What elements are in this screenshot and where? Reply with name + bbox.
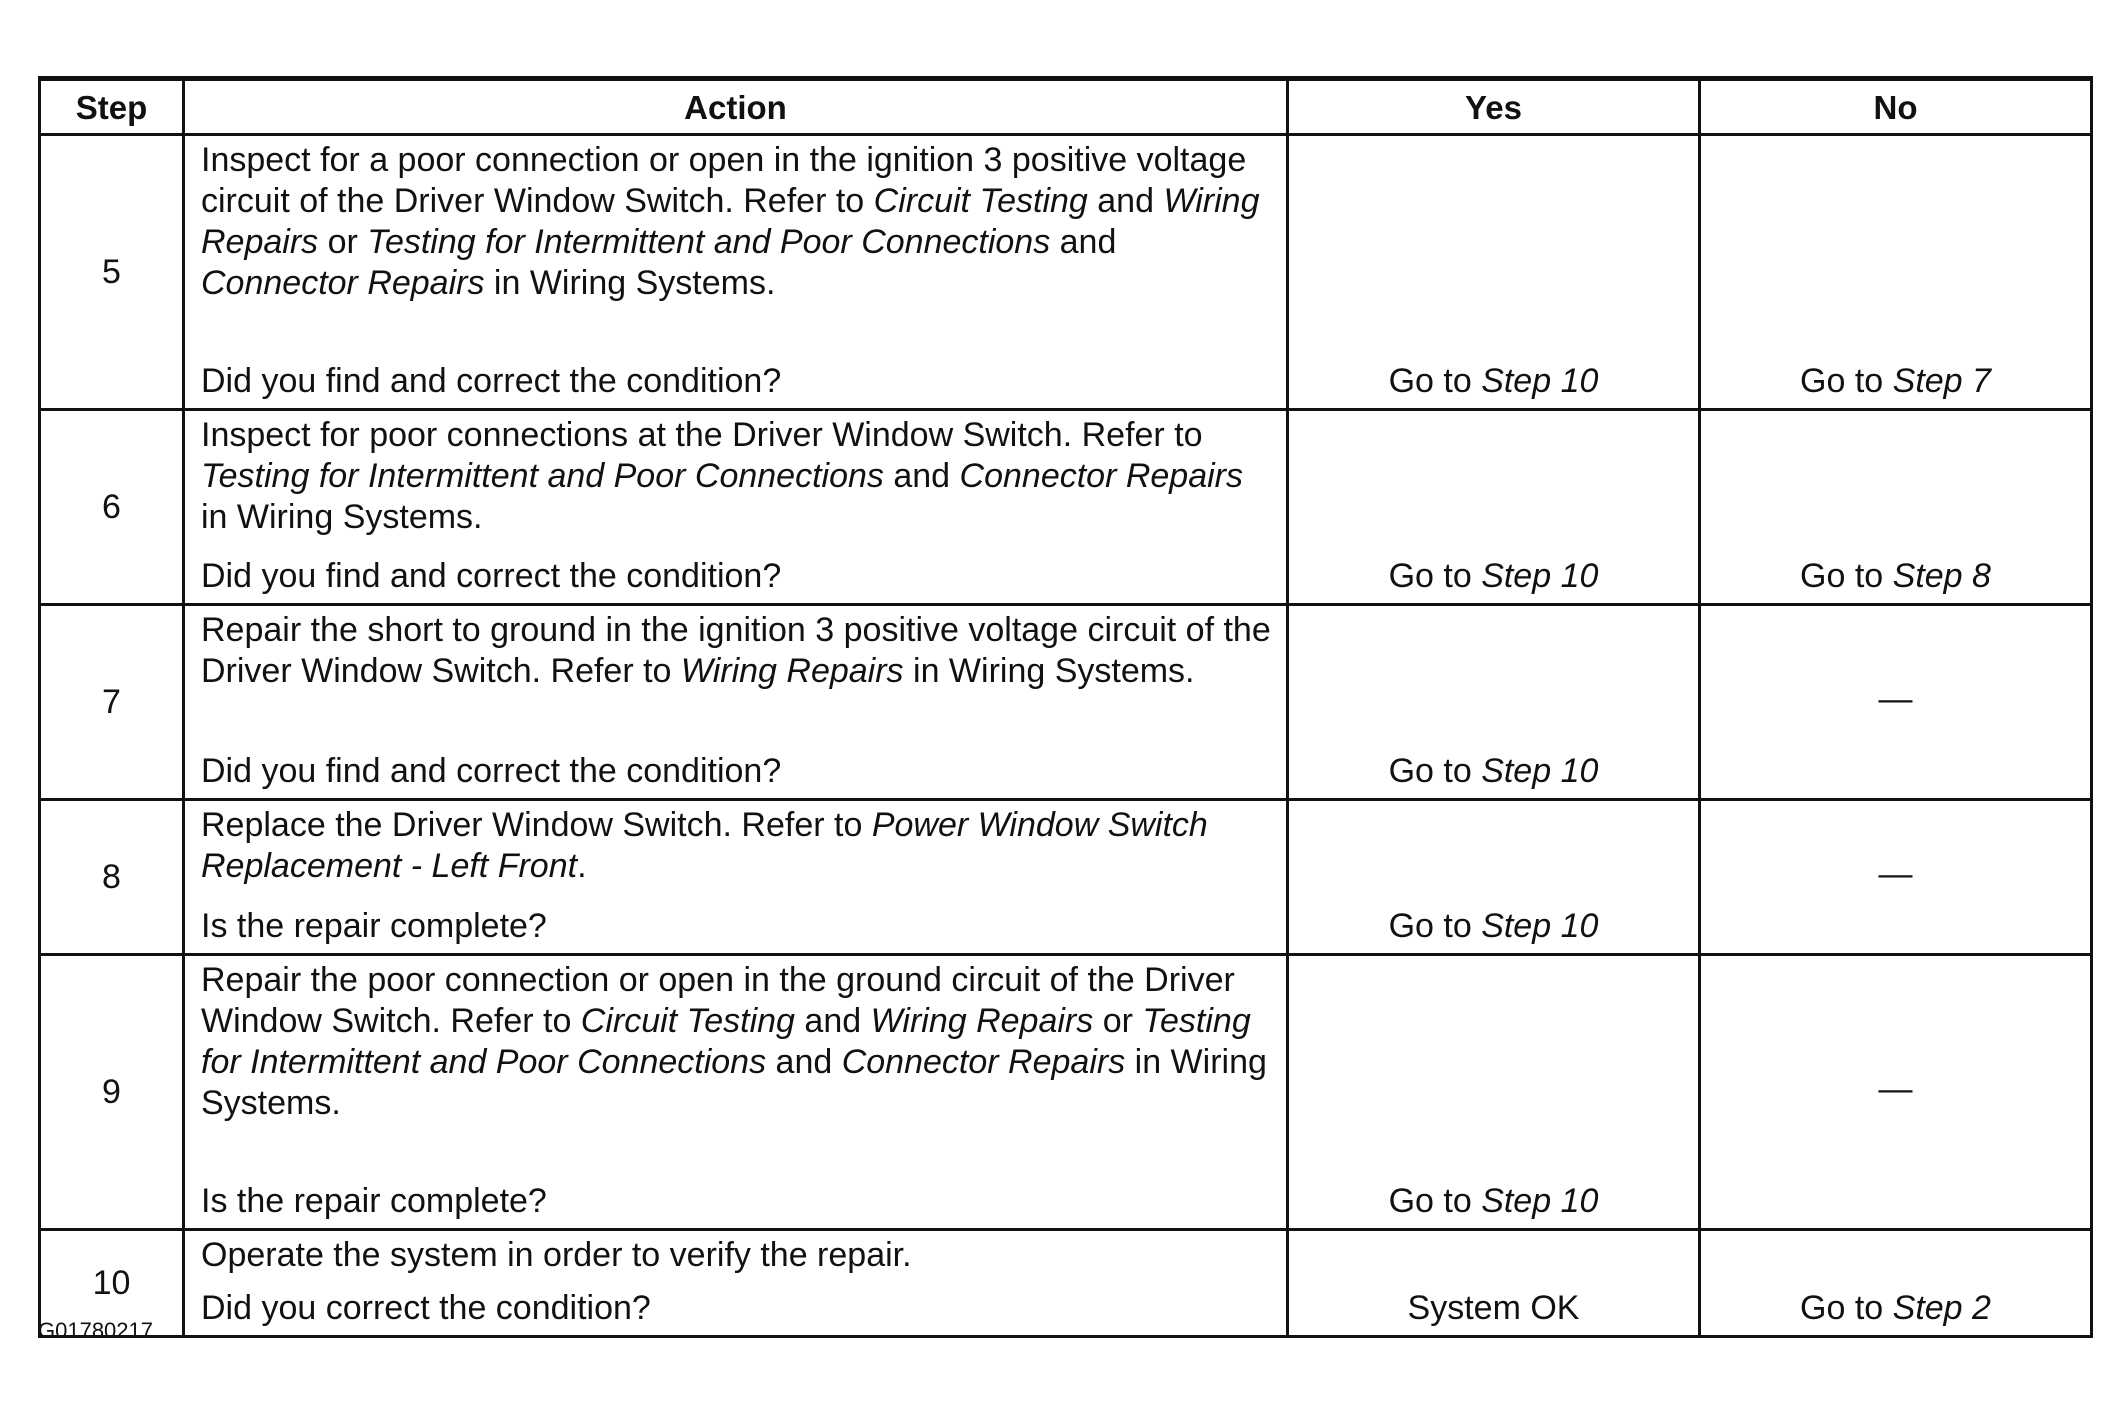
reference-link-text: Wiring Repairs (201, 182, 1260, 261)
table-row (40, 135, 2092, 410)
diagnostic-table (38, 76, 2093, 1338)
action-text-segment: and (1050, 223, 1117, 261)
no-cell (1700, 135, 2092, 410)
action-question: Did you correct the condition? (201, 1289, 651, 1327)
reference-link-text: Wiring Repairs (870, 1002, 1094, 1040)
step-number: 5 (40, 135, 184, 410)
header-yes: Yes (1288, 79, 1700, 135)
yes-cell (1288, 605, 1700, 800)
action-question: Is the repair complete? (201, 1182, 547, 1220)
action-text-segment: in Wiring Systems. (484, 264, 776, 302)
no-step-ref: Step 8 (1892, 557, 1991, 595)
yes-cell: System OK (1288, 1230, 1700, 1337)
action-text-segment: Operate the system in order to verify the repair. (201, 1236, 912, 1274)
action-text (201, 415, 1276, 538)
action-text-segment: in Wiring Systems. (903, 652, 1195, 690)
no-cell: — (1700, 955, 2092, 1230)
action-cell (184, 800, 1288, 955)
no-step-ref: Step 2 (1892, 1289, 1991, 1327)
no-cell: — (1700, 800, 2092, 955)
action-text-segment: and (883, 457, 960, 495)
no-cell: — (1700, 605, 2092, 800)
reference-link-text: Power Window Switch Replacement - Left Front (201, 806, 1208, 885)
action-text (201, 1235, 1276, 1276)
no-prefix: Go to (1800, 362, 1893, 400)
yes-cell (1288, 800, 1700, 955)
yes-cell (1288, 410, 1700, 605)
action-question: Did you find and correct the condition? (201, 557, 782, 595)
yes-step-ref: Step 10 (1481, 362, 1599, 400)
table-row (40, 605, 2092, 800)
header-step: Step (40, 79, 184, 135)
action-text-segment: in Wiring Systems. (201, 1043, 1267, 1122)
action-text-segment: Inspect for a poor connection or open in the ignition 3 positive voltage circuit of the Driver Window Switch. Refer to (201, 141, 1247, 220)
action-text (201, 805, 1276, 887)
reference-link-text: Testing for Intermittent and Poor Connections (201, 1002, 1251, 1081)
action-text-segment: and (794, 1002, 871, 1040)
action-text-segment: Repair the short to ground in the ignition 3 positive voltage circuit of the Driver Window Switch. Refer to (201, 611, 1271, 690)
yes-step-ref: Step 10 (1481, 907, 1599, 945)
table-row (40, 800, 2092, 955)
reference-link-text: Testing for Intermittent and Poor Connections (367, 223, 1051, 261)
no-prefix: Go to (1800, 557, 1893, 595)
figure-id: G01780217 (38, 1318, 153, 1343)
action-text-segment: and (766, 1043, 842, 1081)
reference-link-text: Wiring Repairs (680, 652, 904, 690)
action-text-segment: or (1093, 1002, 1143, 1040)
reference-link-text: Connector Repairs (959, 457, 1244, 495)
yes-prefix: Go to (1388, 557, 1482, 595)
yes-step-ref: Step 10 (1481, 557, 1599, 595)
step-number: 10 (40, 1230, 184, 1337)
action-text (201, 960, 1276, 1124)
header-no: No (1700, 79, 2092, 135)
action-cell (184, 605, 1288, 800)
yes-step-ref: Step 10 (1481, 752, 1599, 790)
action-cell (184, 135, 1288, 410)
action-text (201, 610, 1276, 692)
yes-step-ref: Step 10 (1481, 1182, 1599, 1220)
yes-cell (1288, 955, 1700, 1230)
action-cell (184, 1230, 1288, 1337)
no-step-ref: Step 7 (1892, 362, 1991, 400)
no-cell (1700, 410, 2092, 605)
step-number: 6 (40, 410, 184, 605)
reference-link-text: Connector Repairs (201, 264, 485, 302)
action-text-segment: . (577, 847, 587, 885)
action-text-segment: Replace the Driver Window Switch. Refer to (201, 806, 872, 844)
reference-link-text: Circuit Testing (580, 1002, 795, 1040)
reference-link-text: Connector Repairs (841, 1043, 1126, 1081)
header-row (40, 79, 2092, 135)
no-prefix: Go to (1800, 1289, 1893, 1327)
reference-link-text: Testing for Intermittent and Poor Connections (201, 457, 884, 495)
step-number: 7 (40, 605, 184, 800)
action-cell (184, 955, 1288, 1230)
step-number: 8 (40, 800, 184, 955)
yes-prefix: Go to (1388, 907, 1482, 945)
yes-prefix: Go to (1388, 1182, 1482, 1220)
action-cell (184, 410, 1288, 605)
action-question: Did you find and correct the condition? (201, 362, 782, 400)
table-row (40, 410, 2092, 605)
yes-prefix: Go to (1388, 362, 1482, 400)
yes-cell (1288, 135, 1700, 410)
action-question: Did you find and correct the condition? (201, 752, 782, 790)
table-row (40, 955, 2092, 1230)
no-cell (1700, 1230, 2092, 1337)
action-text-segment: Inspect for poor connections at the Driver Window Switch. Refer to (201, 416, 1203, 454)
step-number: 9 (40, 955, 184, 1230)
action-text-segment: in Wiring Systems. (201, 498, 483, 536)
header-action: Action (184, 79, 1288, 135)
action-question: Is the repair complete? (201, 907, 547, 945)
table-row (40, 1230, 2092, 1337)
action-text-segment: Repair the poor connection or open in the ground circuit of the Driver Window Switch. Refer to (201, 961, 1235, 1040)
yes-prefix: Go to (1388, 752, 1482, 790)
action-text (201, 140, 1276, 304)
action-text-segment: and (1087, 182, 1164, 220)
action-text-segment: or (318, 223, 368, 261)
reference-link-text: Circuit Testing (873, 182, 1088, 220)
